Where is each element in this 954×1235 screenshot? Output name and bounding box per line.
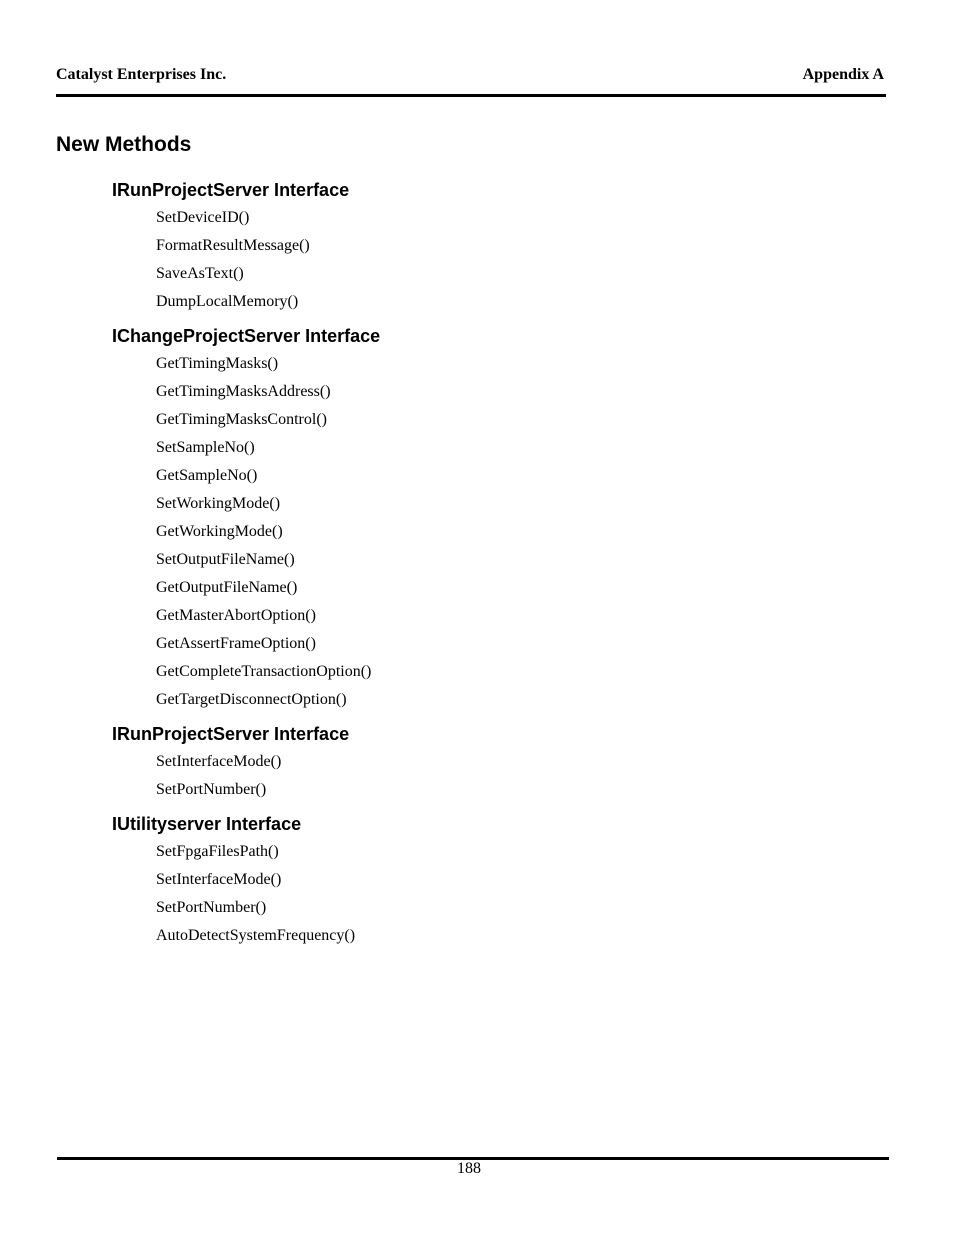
- page-header: [56, 66, 886, 97]
- method-item: SetWorkingMode(): [156, 495, 281, 512]
- method-list: [112, 748, 812, 804]
- interface-group: [112, 324, 812, 714]
- method-item: GetTargetDisconnectOption(): [156, 691, 347, 708]
- method-item: SetSampleNo(): [156, 439, 255, 456]
- method-item: GetTimingMasksAddress(): [156, 383, 331, 400]
- method-list: [112, 838, 812, 950]
- interface-group: [112, 812, 812, 950]
- method-item: SetInterfaceMode(): [156, 871, 282, 888]
- interface-group: [112, 722, 812, 804]
- method-item: FormatResultMessage(): [156, 237, 310, 254]
- method-item: GetSampleNo(): [156, 467, 258, 484]
- method-item: GetTimingMasks(): [156, 355, 279, 372]
- method-item: GetOutputFileName(): [156, 579, 298, 596]
- method-item: SetOutputFileName(): [156, 551, 295, 568]
- appendix-label: Appendix A: [802, 66, 884, 83]
- method-list: [112, 350, 812, 714]
- interface-title: IRunProjectServer Interface: [112, 180, 350, 200]
- method-item: SaveAsText(): [156, 265, 244, 282]
- method-item: GetCompleteTransactionOption(): [156, 663, 372, 680]
- interface-title: IChangeProjectServer Interface: [112, 326, 381, 346]
- method-item: SetFpgaFilesPath(): [156, 843, 279, 860]
- method-item: GetTimingMasksControl(): [156, 411, 327, 428]
- method-item: SetPortNumber(): [156, 899, 267, 916]
- method-item: SetPortNumber(): [156, 781, 267, 798]
- method-item: AutoDetectSystemFrequency(): [156, 927, 356, 944]
- interface-title: IUtilityserver Interface: [112, 814, 302, 834]
- method-list: [112, 204, 812, 316]
- interface-title: IRunProjectServer Interface: [112, 724, 350, 744]
- page-title: New Methods: [56, 133, 192, 156]
- interface-group: [112, 178, 812, 316]
- method-item: SetDeviceID(): [156, 209, 250, 226]
- method-item: SetInterfaceMode(): [156, 753, 282, 770]
- method-item: GetMasterAbortOption(): [156, 607, 316, 624]
- method-item: GetAssertFrameOption(): [156, 635, 316, 652]
- company-name: Catalyst Enterprises Inc.: [56, 66, 227, 83]
- methods-content: [112, 178, 812, 950]
- method-item: GetWorkingMode(): [156, 523, 283, 540]
- page-number: 188: [457, 1160, 481, 1177]
- method-item: DumpLocalMemory(): [156, 293, 299, 310]
